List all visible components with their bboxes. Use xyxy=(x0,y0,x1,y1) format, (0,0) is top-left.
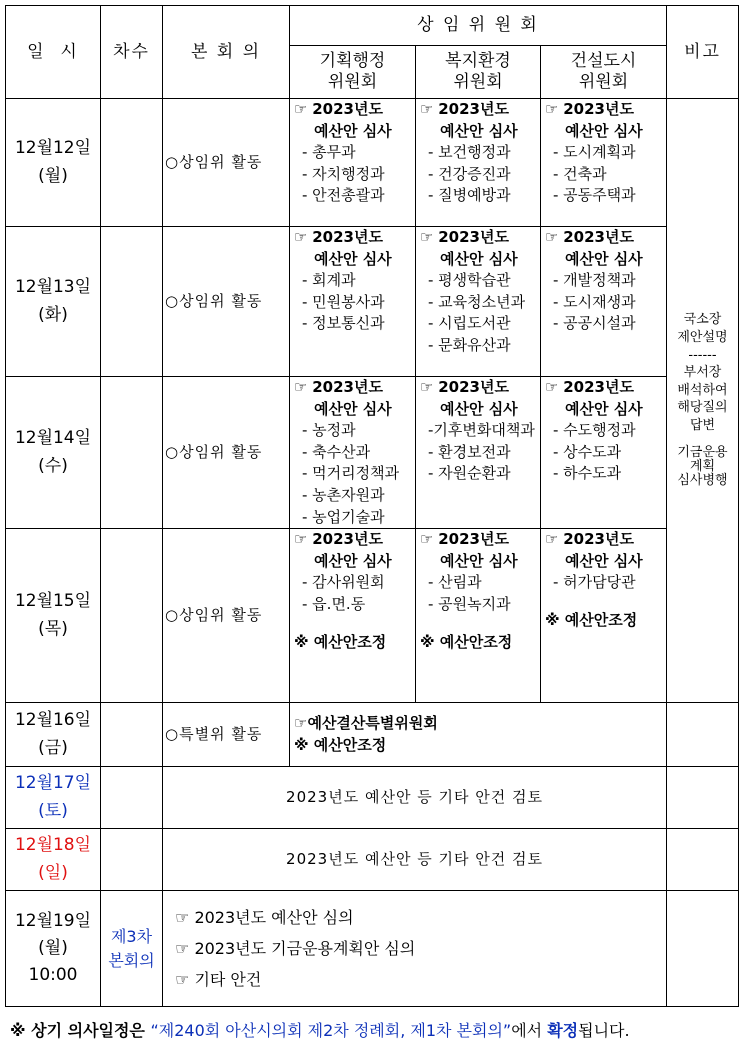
row-session xyxy=(101,377,163,529)
pointing-hand-icon: ☞ xyxy=(545,100,564,118)
circle-bullet-icon: ○ xyxy=(165,724,180,743)
agenda-item xyxy=(175,964,666,995)
remarks-line: 제안설명 xyxy=(677,329,728,345)
budget-year: 2023년도 xyxy=(563,530,634,549)
department-item: - 자치행정과 xyxy=(302,164,385,183)
department-item: - 건축과 xyxy=(553,164,607,183)
pointing-hand-icon: ☞ xyxy=(420,530,439,549)
department-item: - 공원녹지과 xyxy=(428,594,511,613)
budget-review-title xyxy=(545,529,666,551)
pointing-hand-icon: ☞ xyxy=(420,228,439,246)
budget-review-subtitle: 예산안 심사 xyxy=(314,399,392,418)
remarks-line: 해당질의 xyxy=(677,400,728,416)
budget-review-subtitle: 예산안 심사 xyxy=(565,121,643,140)
table-row xyxy=(6,377,739,529)
department-item: - 안전총괄과 xyxy=(302,186,385,205)
budget-review-title xyxy=(420,377,540,399)
pointing-hand-icon: ☞ xyxy=(545,378,564,396)
remarks-line: 기금운용 xyxy=(677,445,728,461)
department-item: - 정보통신과 xyxy=(302,314,385,333)
agenda-label: 2023년도 예산안 심의 xyxy=(194,907,354,927)
budget-review-title xyxy=(420,529,540,551)
department-item: - 산림과 xyxy=(428,573,482,592)
header-note: 비고 xyxy=(667,6,739,99)
remarks-cell xyxy=(667,99,739,703)
budget-review-title xyxy=(420,227,540,249)
header-session: 차수 xyxy=(101,6,163,99)
budget-review-title xyxy=(294,99,415,121)
budget-review-subtitle: 예산안 심사 xyxy=(314,121,392,140)
committee-cell xyxy=(541,227,667,377)
department-item: - 농업기술과 xyxy=(302,507,385,526)
remarks-line: 부서장 xyxy=(683,365,722,381)
budget-year: 2023년도 xyxy=(438,378,509,396)
remarks-empty xyxy=(667,703,739,767)
committee-cell xyxy=(416,99,541,227)
table-row xyxy=(6,227,739,377)
row-session xyxy=(101,703,163,767)
department-item: - 평생학습관 xyxy=(428,271,511,290)
table-row xyxy=(6,529,739,703)
remarks-empty xyxy=(667,891,739,1007)
budget-review-title xyxy=(294,377,415,399)
circle-bullet-icon: ○ xyxy=(165,605,180,624)
committee-cell xyxy=(416,529,541,703)
row-session xyxy=(101,829,163,891)
budget-review-subtitle: 예산안 심사 xyxy=(314,551,392,570)
pointing-hand-icon: ☞ xyxy=(294,378,313,396)
pointing-hand-icon: ☞ xyxy=(175,907,195,927)
department-item: - 건강증진과 xyxy=(428,164,511,183)
budget-review-subtitle: 예산안 심사 xyxy=(565,399,643,418)
header-standing: 상 임 위 원 회 xyxy=(290,6,667,46)
agenda-item xyxy=(175,933,666,964)
row-session xyxy=(101,227,163,377)
department-item: - 질병예방과 xyxy=(428,186,511,205)
department-item: - 농정과 xyxy=(302,421,356,440)
activity-label: 상임위 활동 xyxy=(179,605,263,624)
budget-year: 2023년도 xyxy=(312,378,383,396)
department-item: - 감사위원회 xyxy=(302,573,385,592)
header-committee-3: 건설도시 위원회 xyxy=(541,46,667,99)
row-date: 12월18일 (일) xyxy=(6,829,101,891)
department-item: - 공공시설과 xyxy=(553,314,636,333)
row-activity xyxy=(163,377,290,529)
department-item: - 보건행정과 xyxy=(428,143,511,162)
special-committee-line xyxy=(294,713,666,735)
committee-cell xyxy=(416,377,541,529)
row-session xyxy=(101,767,163,829)
row-activity xyxy=(163,99,290,227)
pointing-hand-icon: ☞ xyxy=(294,100,313,118)
header-plenary: 본 회 의 xyxy=(163,6,290,99)
activity-label: 상임위 활동 xyxy=(179,152,263,171)
table-row xyxy=(6,829,739,891)
department-item: - 환경보전과 xyxy=(428,442,511,461)
table-row xyxy=(6,99,739,227)
budget-year: 2023년도 xyxy=(312,100,383,118)
remarks-line: 답변 xyxy=(689,417,716,433)
row-session xyxy=(101,529,163,703)
department-item: - 허가담당관 xyxy=(553,573,636,592)
footer-end: 됩니다. xyxy=(578,1021,630,1040)
adjust-note: ※ 예산안조정 xyxy=(420,632,513,651)
budget-review-subtitle: 예산안 심사 xyxy=(440,121,518,140)
activity-label: 특별위 활동 xyxy=(179,724,263,743)
committee-cell xyxy=(290,529,416,703)
table-row xyxy=(6,767,739,829)
row-date: 12월16일 (금) xyxy=(6,703,101,767)
budget-year: 2023년도 xyxy=(312,228,383,246)
budget-review-subtitle: 예산안 심사 xyxy=(440,249,518,268)
remarks-line: 배석하여 xyxy=(677,382,728,398)
adjust-note: ※ 예산안조정 xyxy=(294,735,387,754)
circle-bullet-icon: ○ xyxy=(165,152,180,171)
department-item: - 공동주택과 xyxy=(553,186,636,205)
remarks-line: 계획 xyxy=(689,458,716,474)
remarks-line: 국소장 xyxy=(683,312,722,328)
row-session xyxy=(101,99,163,227)
committee-cell xyxy=(290,227,416,377)
pointing-hand-icon: ☞ xyxy=(545,228,564,246)
pointing-hand-icon: ☞ xyxy=(294,530,313,549)
footer-prefix: ※ 상기 의사일정은 xyxy=(10,1021,151,1040)
circle-bullet-icon: ○ xyxy=(165,291,180,310)
agenda-item xyxy=(175,902,666,933)
pointing-hand-icon: ☞ xyxy=(294,714,308,733)
header-committee-2: 복지환경 위원회 xyxy=(416,46,541,99)
committee-cell xyxy=(416,227,541,377)
committee-cell xyxy=(290,377,416,529)
department-item: - 읍.면.동 xyxy=(302,594,366,613)
header-date: 일 시 xyxy=(6,6,101,99)
department-item: -기후변화대책과 xyxy=(428,421,535,440)
table-row xyxy=(6,891,739,1007)
header-committee-1: 기획행정 위원회 xyxy=(290,46,416,99)
row-date: 12월14일 (수) xyxy=(6,377,101,529)
budget-review-title xyxy=(545,99,666,121)
activity-label: 상임위 활동 xyxy=(179,442,263,461)
budget-year: 2023년도 xyxy=(312,530,383,549)
agenda-cell xyxy=(163,891,667,1007)
budget-review-title xyxy=(545,377,666,399)
agenda-label: 기타 안건 xyxy=(194,970,262,990)
special-committee-cell xyxy=(290,703,667,767)
pointing-hand-icon: ☞ xyxy=(175,970,195,990)
remarks-empty xyxy=(667,767,739,829)
pointing-hand-icon: ☞ xyxy=(545,530,564,549)
department-item: - 도시계획과 xyxy=(553,143,636,162)
remarks-line: ------ xyxy=(688,347,717,363)
department-item: - 회계과 xyxy=(302,271,356,290)
committee-cell xyxy=(541,99,667,227)
remarks-empty xyxy=(667,829,739,891)
activity-label: 상임위 활동 xyxy=(179,291,263,310)
row-date: 12월13일 (화) xyxy=(6,227,101,377)
budget-review-subtitle: 예산안 심사 xyxy=(314,249,392,268)
department-item: - 총무과 xyxy=(302,143,356,162)
row-date: 12월12일 (월) xyxy=(6,99,101,227)
pointing-hand-icon: ☞ xyxy=(294,228,313,246)
budget-review-title xyxy=(294,529,415,551)
special-committee-label: 예산결산특별위원회 xyxy=(307,714,438,733)
review-text: 2023년도 예산안 등 기타 안건 검토 xyxy=(163,767,667,829)
budget-review-subtitle: 예산안 심사 xyxy=(565,249,643,268)
budget-year: 2023년도 xyxy=(563,378,634,396)
adjust-note: ※ 예산안조정 xyxy=(294,632,387,651)
budget-review-title xyxy=(420,99,540,121)
department-item: - 시립도서관 xyxy=(428,314,511,333)
footer-mid: 에서 xyxy=(511,1021,548,1040)
budget-review-subtitle: 예산안 심사 xyxy=(440,399,518,418)
department-item: - 상수도과 xyxy=(553,442,622,461)
department-item: - 수도행정과 xyxy=(553,421,636,440)
budget-year: 2023년도 xyxy=(563,228,634,246)
table-row xyxy=(6,703,739,767)
adjust-note: ※ 예산안조정 xyxy=(545,610,638,629)
department-item: - 농촌자원과 xyxy=(302,485,385,504)
committee-cell xyxy=(541,377,667,529)
agenda-label: 2023년도 기금운용계획안 심의 xyxy=(194,939,416,959)
circle-bullet-icon: ○ xyxy=(165,442,180,461)
budget-review-subtitle: 예산안 심사 xyxy=(565,551,643,570)
budget-year: 2023년도 xyxy=(438,530,509,549)
review-text: 2023년도 예산안 등 기타 안건 검토 xyxy=(163,829,667,891)
department-item: - 개발정책과 xyxy=(553,271,636,290)
footer-note xyxy=(10,1018,630,1041)
row-date: 12월17일 (토) xyxy=(6,767,101,829)
committee-cell xyxy=(290,99,416,227)
department-item: - 교육청소년과 xyxy=(428,292,526,311)
department-item: - 민원봉사과 xyxy=(302,292,385,311)
footer-confirm: 확정 xyxy=(547,1021,579,1040)
budget-year: 2023년도 xyxy=(438,228,509,246)
department-item: - 자원순환과 xyxy=(428,464,511,483)
budget-review-title xyxy=(545,227,666,249)
row-activity xyxy=(163,703,290,767)
budget-review-subtitle: 예산안 심사 xyxy=(440,551,518,570)
department-item: - 문화유산과 xyxy=(428,335,511,354)
budget-year: 2023년도 xyxy=(438,100,509,118)
row-activity xyxy=(163,227,290,377)
row-date: 12월15일 (목) xyxy=(6,529,101,703)
remarks-line: 심사병행 xyxy=(677,473,728,489)
schedule-table xyxy=(5,5,739,1007)
department-item: - 도시재생과 xyxy=(553,292,636,311)
budget-year: 2023년도 xyxy=(563,100,634,118)
pointing-hand-icon: ☞ xyxy=(420,378,439,396)
department-item: - 먹거리정책과 xyxy=(302,464,400,483)
row-activity xyxy=(163,529,290,703)
committee-cell xyxy=(541,529,667,703)
row-date: 12월19일 (월) 10:00 xyxy=(6,891,101,1007)
department-item: - 하수도과 xyxy=(553,464,622,483)
footer-quote: “제240회 아산시의회 제2차 정례회, 제1차 본회의” xyxy=(150,1021,512,1040)
row-session: 제3차 본회의 xyxy=(101,891,163,1007)
pointing-hand-icon: ☞ xyxy=(175,939,195,959)
budget-review-title xyxy=(294,227,415,249)
pointing-hand-icon: ☞ xyxy=(420,100,439,118)
department-item: - 축수산과 xyxy=(302,442,371,461)
